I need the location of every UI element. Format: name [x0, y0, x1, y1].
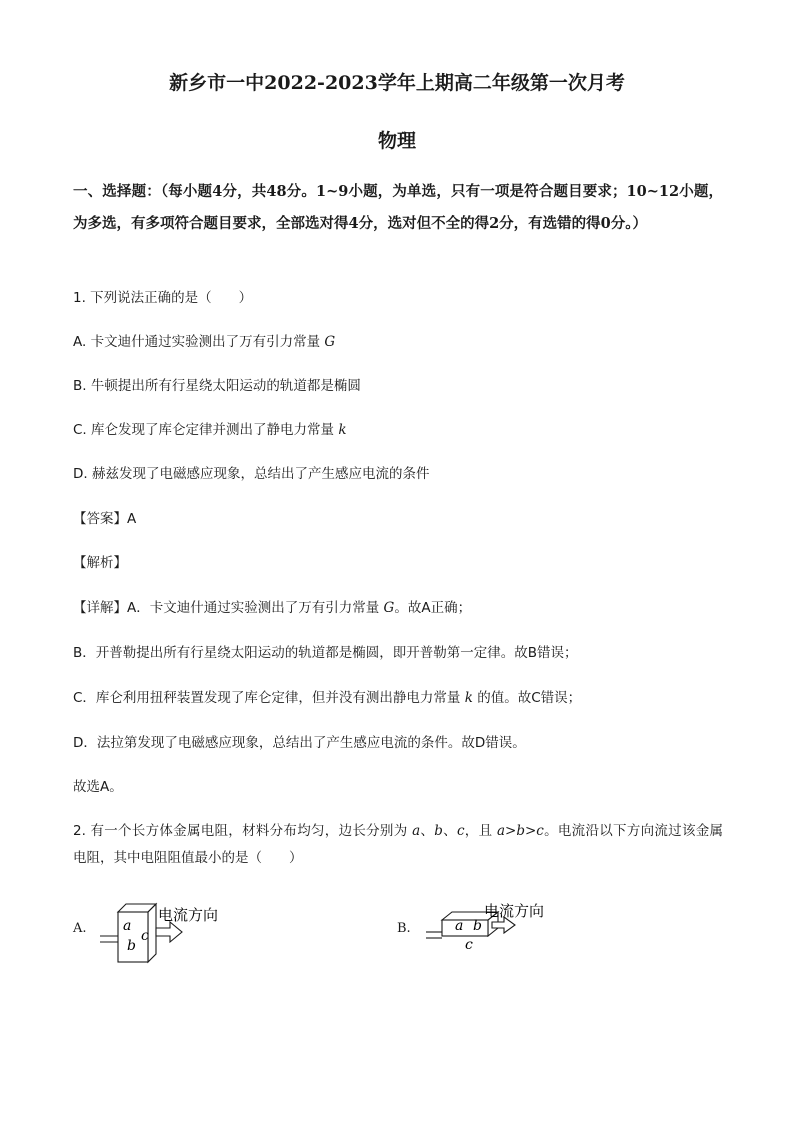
- q1-detail-a: 【详解】A．卡文迪什通过实验测出了万有引力常量 G。故A正确；: [73, 600, 472, 616]
- question-2-stem: 2. 有一个长方体金属电阻，材料分布均匀，边长分别为 a、b、c，且 a>b>c。电流沿以下方向流过该金属电阻，其中电阻阻值最小的是（ ）: [73, 823, 724, 866]
- fig-a-label-a: a: [123, 918, 132, 934]
- q1-option-a: A. 卡文迪什通过实验测出了万有引力常量 G: [73, 334, 336, 350]
- q2-option-a-label: A.: [73, 921, 87, 936]
- q1-option-d: D. 赫兹发现了电磁感应现象，总结出了产生感应电流的条件: [73, 466, 430, 482]
- q1-option-c: C. 库仑发现了库仑定律并测出了静电力常量 k: [73, 422, 347, 438]
- q2-figure-a: [98, 898, 248, 970]
- q1-option-b: B. 牛顿提出所有行星绕太阳运动的轨道都是椭圆: [73, 378, 361, 394]
- fig-a-current-label: 电流方向: [158, 906, 219, 924]
- section-heading: 一、选择题：（每小题4分，共48分。1~9小题，为单选，只有一项是符合题目要求；10~12小题，为多选，有多项符合题目要求，全部选对得4分，选对但不全的得2分，有选错的得0分。）: [73, 183, 723, 232]
- fig-b-label-a: a: [455, 918, 464, 934]
- fig-b-current-label: 电流方向: [484, 902, 545, 920]
- q1-analysis-tag: 【解析】: [73, 555, 127, 571]
- q1-detail-d: D．法拉第发现了电磁感应现象，总结出了产生感应电流的条件。故D错误。: [73, 735, 526, 751]
- q1-detail-c: C．库仑利用扭秤装置发现了库仑定律，但并没有测出静电力常量 k 的值。故C错误；: [73, 690, 582, 706]
- fig-b-label-b: b: [473, 918, 482, 934]
- q2-figure-b: [422, 896, 572, 960]
- page-title: 新乡市一中2022-2023学年上期高二年级第一次月考: [169, 72, 625, 94]
- fig-a-label-b: b: [127, 938, 136, 954]
- fig-b-label-c: c: [465, 937, 473, 953]
- fig-a-label-c: c: [141, 928, 149, 944]
- subject-title: 物理: [377, 130, 416, 152]
- q1-conclusion: 故选A。: [73, 779, 123, 795]
- question-1-stem: 1. 下列说法正确的是（ ）: [73, 290, 253, 306]
- q1-answer: 【答案】A: [73, 511, 137, 527]
- q1-detail-b: B．开普勒提出所有行星绕太阳运动的轨道都是椭圆，即开普勒第一定律。故B错误；: [73, 645, 578, 661]
- q2-option-b-label: B.: [397, 921, 411, 936]
